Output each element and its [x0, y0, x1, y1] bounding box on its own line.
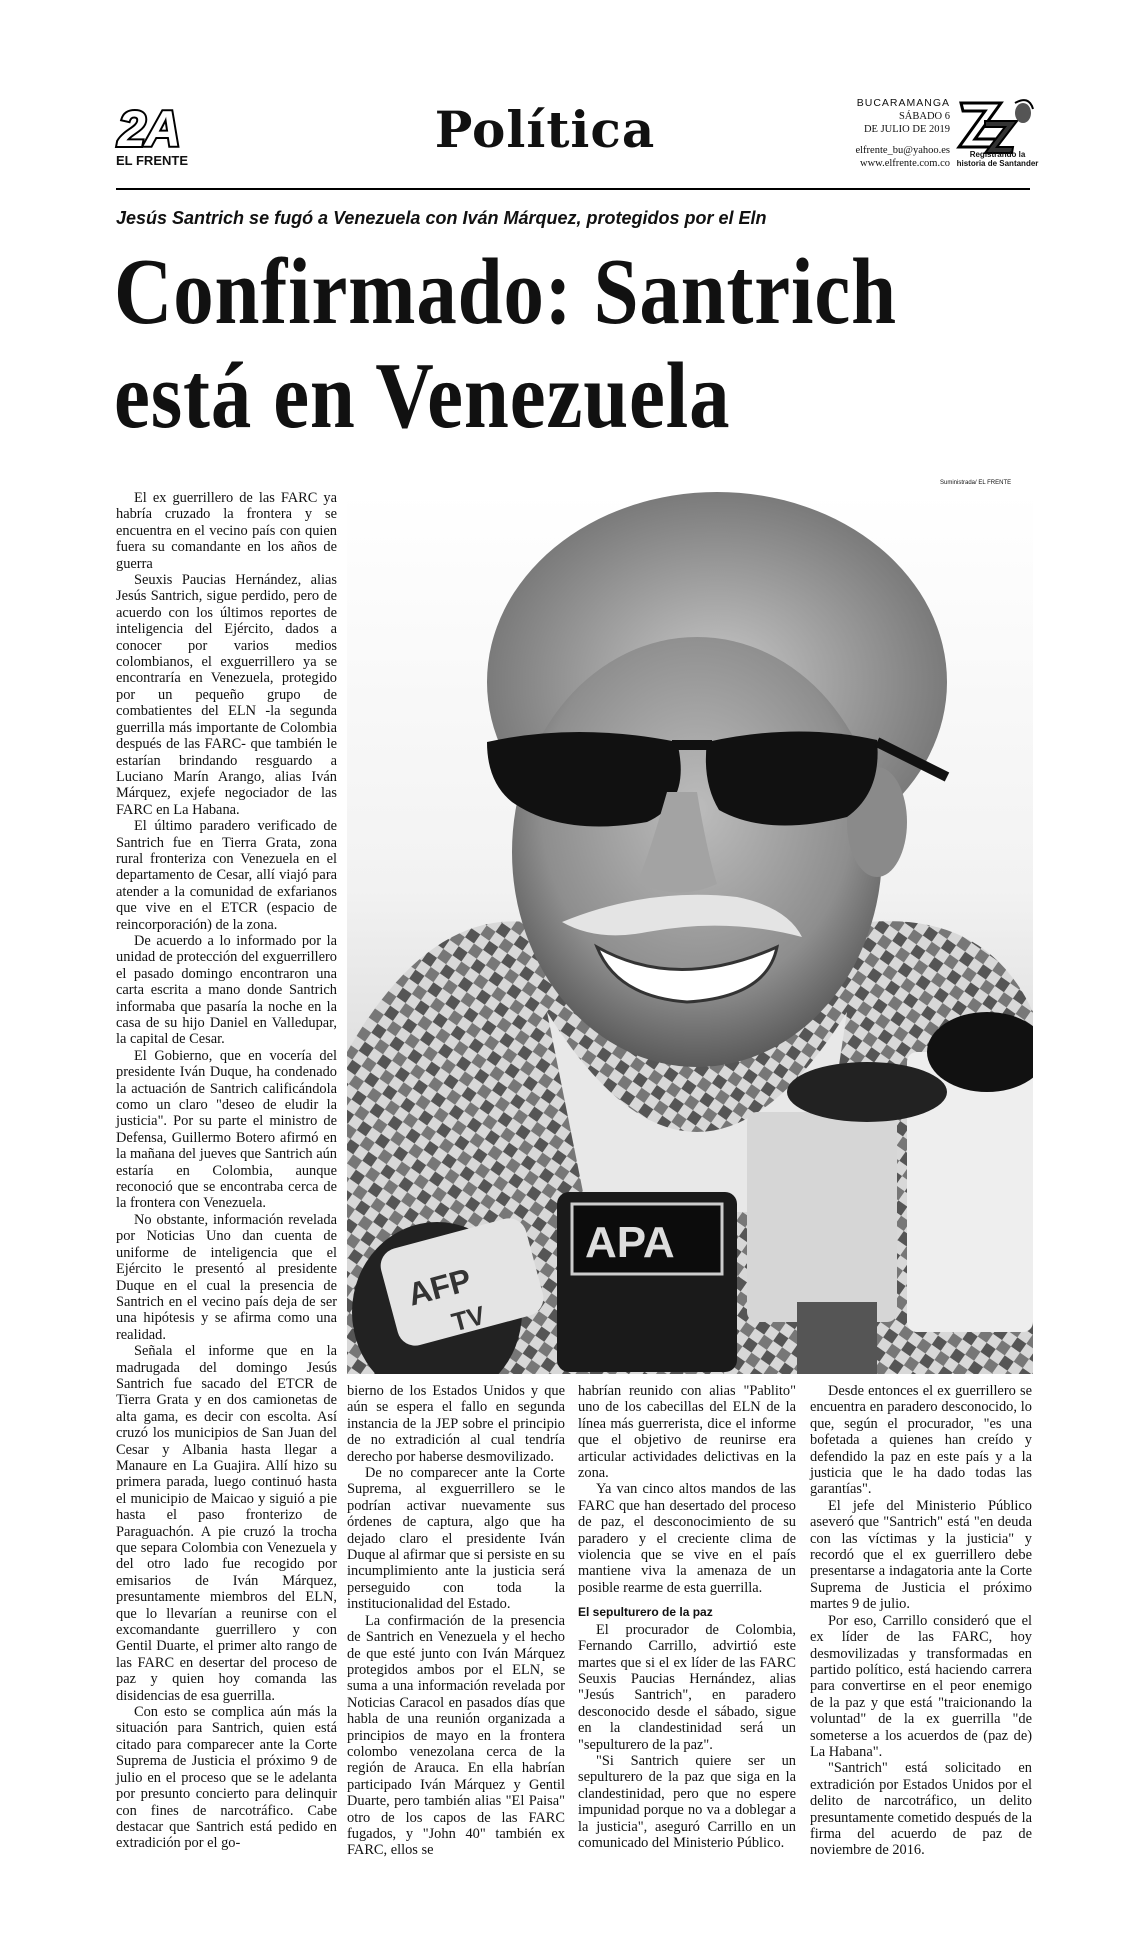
paragraph: Señala el informe que en la madrugada del domingo Jesús Santrich fue sacado del ETCR de Tierra Grata y en dos camionetas de alta gama, es decir con escolta. Así cruzó los municipios de San Juan del Cesar y Albania hasta llegar a Manaure en La Guajira. Allí hizo su primera parada, luego continuó hasta el municipio de Maicao y siguió a pie hasta el paso fronterizo de Paraguachón. A pie cruzó la trocha que separa Colombia con Venezuela y del otro lado fue recogido por emisarios de Iván Márquez, presuntamente miembros del ELN, que lo llevarían a reunirse con el excomandante guerrillero y con Gentil Duarte, el primer alto rango de las FARC en desertar del proceso de paz y quien hoy comanda las disidencias de esa guerrilla. — [116, 1343, 337, 1704]
paragraph: El procurador de Colombia, Fernando Carrillo, advirtió este martes que si el ex líder de las FARC Seuxis Paucias Hernández, alias "Jesús Santrich", en paradero desconocido desde el sábado, sigue en la clandestinidad será un "sepulturero de la paz". — [578, 1621, 796, 1753]
article-column-2 — [347, 1383, 565, 1859]
page-number: 2A — [118, 101, 180, 157]
headline-line-2: está en Venezuela — [114, 344, 731, 448]
logo-caption: Registrando la historia de Santander — [956, 150, 1039, 168]
paragraph: "Si Santrich quiere ser un sepulturero de la paz que siga en la clandestinidad, pero que no espere impunidad porque no va a doblegar a la justicia", aseguró Carrillo en un comunicado del Ministerio Público. — [578, 1752, 796, 1851]
paragraph: "Santrich" está solicitado en extradición por Estados Unidos por el delito de narcotráfico, un delito presuntamente cometido después de la firma del acuerdo de paz de noviembre de 2016. — [810, 1760, 1032, 1859]
paragraph: De acuerdo a lo informado por la unidad de protección del exguerrillero el pasado domingo encontraron una carta escrita a mano donde Santrich informaba que pasaría la noche en la casa de su hijo Daniel en Valledupar, la capital de Cesar. — [116, 932, 337, 1048]
article-photo — [347, 492, 1033, 1374]
photo-credit: Suministrada/ EL FRENTE — [940, 480, 1012, 486]
mic-label-tv: TV — [448, 1299, 489, 1338]
header-rule — [116, 188, 1030, 190]
article-headline — [114, 240, 905, 448]
paragraph: El jefe del Ministerio Público aseveró que "Santrich" está "en deuda con las víctimas y la justicia" y recordó que el ex guerrillero debe presentarse a indagatoria ante la Corte Suprema de Justicia el próximo martes 9 de julio. — [810, 1497, 1032, 1613]
article-column-4 — [810, 1383, 1032, 1859]
subheading: El sepulturero de la paz — [578, 1605, 713, 1620]
paragraph: De no comparecer ante la Corte Suprema, al exguerrillero se le podrían activar nuevamente sus órdenes de captura, algo que ha dejado claro el presidente Iván Duque al afirmar que si persiste en su incumplimiento ante la justicia será perseguido con toda la institucionalidad del Estado. — [347, 1465, 565, 1613]
paragraph: Desde entonces el ex guerrillero se encuentra en paradero desconocido, lo que, según el procurador, "es una bofetada a quienes han creído y defendido la paz en este país y a la justicia que le ha dado todas las garantías". — [810, 1383, 1032, 1498]
paragraph: La confirmación de la presencia de Santrich en Venezuela y el hecho de que esté junto con Iván Márquez protegidos ambos por el ELN, se suma a una información revelada por Noticias Caracol en pasados días que habla de una reunión organizada a principios de mayo en la frontera colombo venezolana cerca de la región de Arauca. En ella habrían participado Iván Márquez y Gentil Duarte, pero también alias "El Paisa" otro de los capos de las FARC fugados, y "John 40" también ex FARC, ellos se — [347, 1612, 565, 1859]
paragraph: Con esto se complica aún más la situación para Santrich, quien está citado para comparecer ante la Corte Suprema de Justicia el próximo 9 de julio en el proceso que se le adelanta por presunto concierto para delinquir con fines de narcotráfico. Cabe destacar que Santrich está pedido en extradición por el go- — [116, 1704, 337, 1852]
email: elfrente_bu@yahoo.es — [855, 145, 950, 156]
article-kicker: Jesús Santrich se fugó a Venezuela con Iván Márquez, protegidos por el Eln — [116, 208, 767, 228]
article-column-3 — [578, 1383, 796, 1851]
article-column-1 — [116, 490, 337, 1852]
date-line-1: SÁBADO 6 — [898, 111, 950, 122]
mic-label-afp: AFP — [403, 1261, 476, 1313]
paragraph: habrían reunido con alias "Pablito" uno de los cabecillas del ELN de la línea más guerrerista, dice el informe que el objetivo de reunirse era articular actividades delictivas en la zona. — [578, 1383, 796, 1482]
paragraph: Seuxis Paucias Hernández, alias Jesús Santrich, sigue perdido, pero de acuerdo con los últimos reportes de inteligencia del Ejército, dados a conocer por varios medios colombianos, el exguerrillero ya se encontraría en Venezuela, protegido por un pequeño grupo de combatientes del ELN -la segunda guerrilla más importante de Colombia después de las FARC- que también le estarían brindando resguardo a Luciano Marín Arango, alias Iván Márquez, exjefe negociador de las FARC en La Habana. — [116, 572, 337, 818]
section-title: Política — [434, 100, 656, 159]
paragraph: bierno de los Estados Unidos y que aún se espera el fallo en segunda instancia de la JEP sobre el principio de no extradición al cual tendría derecho por haberse desmovilizado. — [347, 1383, 565, 1465]
paragraph: Por eso, Carrillo consideró que el ex líder de las FARC, hoy desmovilizadas y transformadas en partido político, está haciendo carrera para convertirse en el peor enemigo de la paz y que está "traicionando la voluntad" de la ex guerrilla "de someterse a los acuerdos de (paz de) La Habana". — [810, 1612, 1032, 1760]
issue-info — [820, 97, 950, 170]
paper-name: EL FRENTE — [116, 153, 188, 168]
website: www.elfrente.com.co — [860, 158, 950, 169]
paragraph: El último paradero verificado de Santrich fue en Tierra Grata, zona rural fronteriza con Venezuela en el departamento de Cesar, allí viajó para atender a la comunidad de exfarianos que vive en el ETCR (espacio de reincorporación) de la zona. — [116, 818, 337, 933]
city: BUCARAMANGA — [856, 97, 950, 109]
paragraph: Ya van cinco altos mandos de las FARC que han desertado del proceso de paz, el desconocimiento de su paradero y el creciente clima de violencia que se vive en el país mantiene viva la amenaza de un posible rearme de esta guerrilla. — [578, 1481, 796, 1596]
photo-illustration — [347, 492, 1033, 1374]
date-line-2: DE JULIO DE 2019 — [863, 124, 950, 135]
headline-line-1: Confirmado: Santrich — [114, 240, 897, 344]
mic-label-apa: APA — [585, 1218, 675, 1267]
paragraph: El Gobierno, que en vocería del presidente Iván Duque, ha condenado la actuación de Santrich calificándola como un claro "deseo de eludir la justicia". Por su parte el ministro de Defensa, Guillermo Botero afirmó en la mañana del jueves que Santrich aún estaría en Colombia, aunque reconoció que se encontraba cerca de la frontera con Venezuela. — [116, 1047, 337, 1212]
paragraph: El ex guerrillero de las FARC ya habría cruzado la frontera y se encuentra en el vecino país con quien fuera su comandante en los años de guerra — [116, 490, 337, 572]
paragraph: No obstante, información revelada por Noticias Uno dan cuenta de uniforme de inteligencia que el Ejército le presentó al presidente Duque en el cual la presencia de Santrich en el vecino país deja de ser una hipótesis y se afirma como una realidad. — [116, 1211, 337, 1343]
